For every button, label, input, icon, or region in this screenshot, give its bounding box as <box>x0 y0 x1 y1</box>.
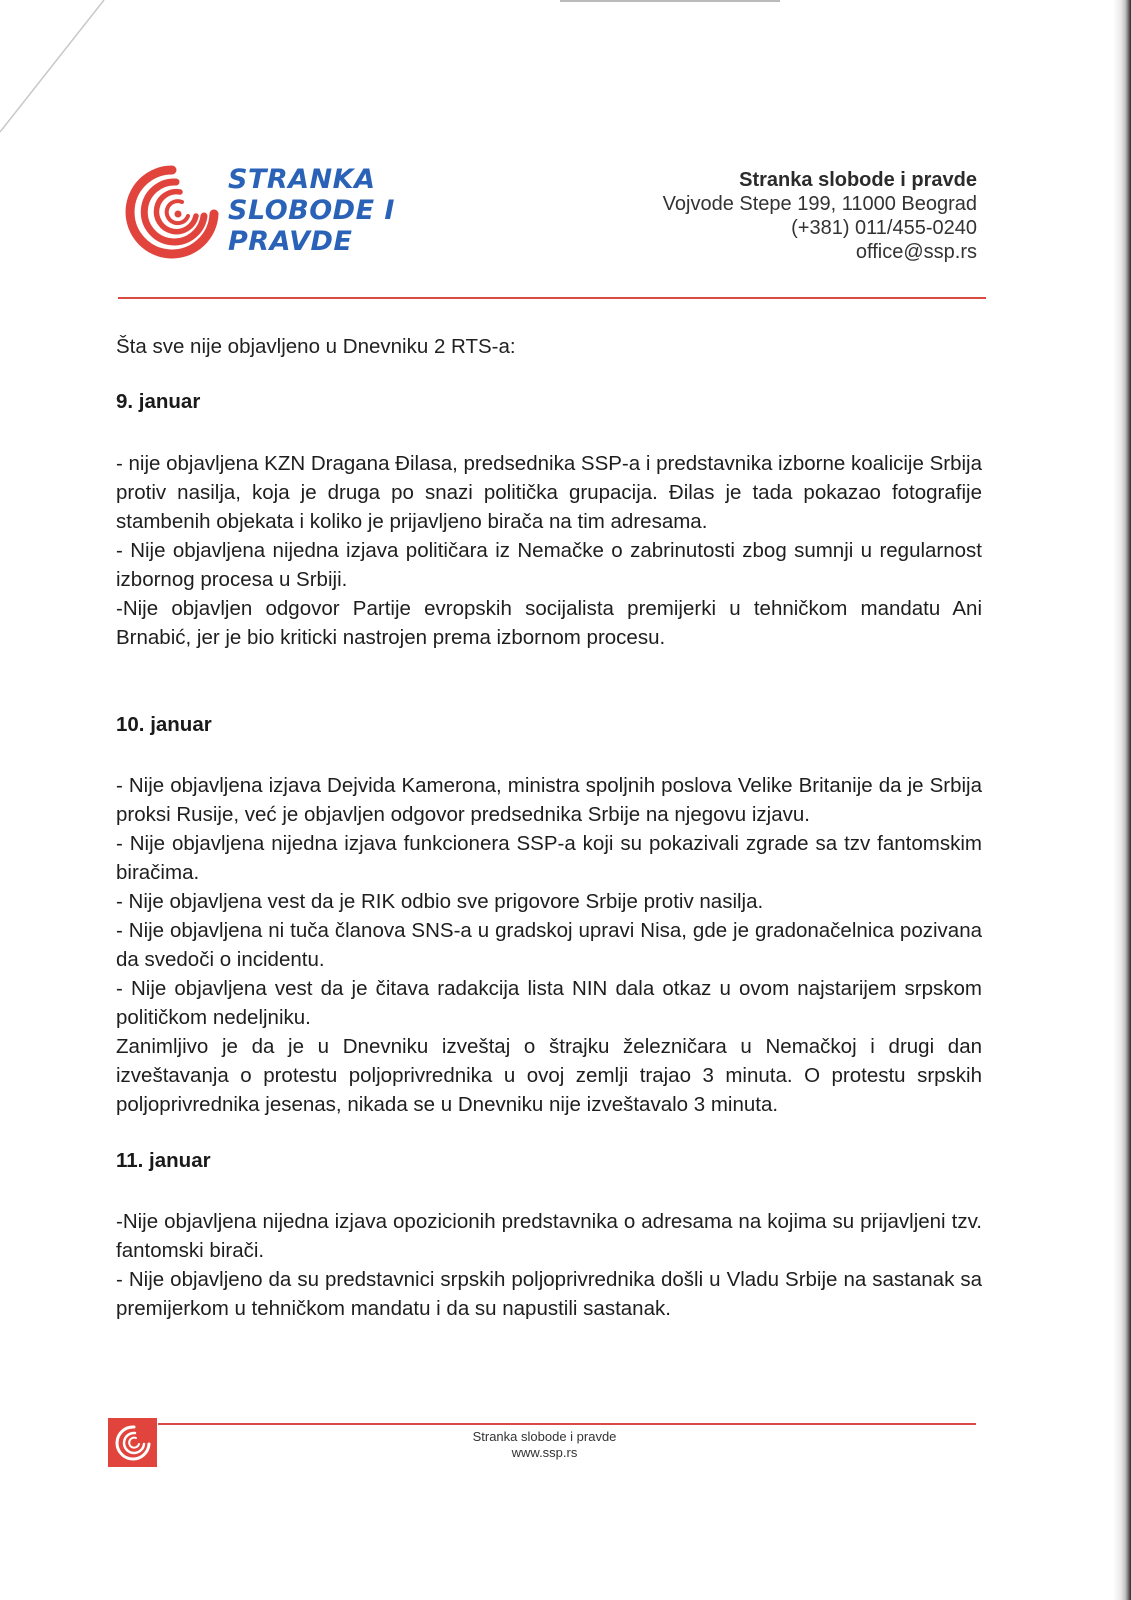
paragraph: -Nije objavljen odgovor Partije evropskih socijalista premijerki u tehničkom mandatu Ani Brnabić, jer je bio kriticki nastrojen prema izbornom procesu. <box>116 597 982 649</box>
scan-fold-mark <box>0 0 110 140</box>
section-body <box>116 771 982 1119</box>
logo-line-2: SLOBODE I <box>228 195 395 226</box>
party-logo <box>124 160 404 260</box>
paragraph: - Nije objavljena ni tuča članova SNS-a u gradskoj upravi Nisa, gde je gradonačelnica pozivana da svedoči o incidentu. <box>116 919 982 971</box>
section-date: 10. januar <box>116 713 212 736</box>
organization-address: Vojvode Stepe 199, 11000 Beograd <box>662 193 977 215</box>
organization-name: Stranka slobode i pravde <box>739 169 977 191</box>
paragraph: - Nije objavljeno da su predstavnici srpskih poljoprivrednika došli u Vladu Srbije na sastanak sa premijerkom u tehničkom mandatu i da su napustili sastanak. <box>116 1268 982 1320</box>
paragraph: - Nije objavljena nijedna izjava političara iz Nemačke o zabrinutosti zbog sumnji u regularnost izbornog procesa u Srbiji. <box>116 539 982 591</box>
swirl-logo-icon <box>124 164 220 260</box>
section-date: 9. januar <box>116 390 201 413</box>
paragraph: - Nije objavljena izjava Dejvida Kamerona, ministra spoljnih poslova Velike Britanije da je Srbija proksi Rusije, već je objavljen odgovor predsednika Srbije na njegovu izjavu. <box>116 774 982 826</box>
paragraph: -Nije objavljena nijedna izjava opozicionih predstavnika o adresama na kojima su prijavljeni tzv. fantomski birači. <box>116 1210 982 1262</box>
organization-email: office@ssp.rs <box>855 241 977 263</box>
organization-contact <box>663 168 977 264</box>
section-date: 11. januar <box>116 1149 211 1172</box>
party-logo-text <box>228 164 395 257</box>
document-body <box>116 332 982 1323</box>
footer-swirl-icon <box>108 1418 157 1467</box>
paragraph: - nije objavljena KZN Dragana Đilasa, predsednika SSP-a i predstavnika izborne koalicije Srbija protiv nasilja, koja je druga po snazi politička grupacija. Đilas je tada pokazao fotografije stambenih objekata i koliko je prijavljeno birača na tim adresama. <box>116 452 982 533</box>
logo-line-1: STRANKA <box>228 164 376 195</box>
scan-top-mark <box>560 0 780 2</box>
paragraph: - Nije objavljena vest da je RIK odbio sve prigovore Srbije protiv nasilja. <box>116 890 764 913</box>
scan-page-edge <box>1113 0 1131 1600</box>
footer-name: Stranka slobode i pravde <box>472 1429 617 1444</box>
section-body <box>116 1207 982 1323</box>
footer-logo <box>108 1418 157 1467</box>
footer-divider <box>158 1423 976 1425</box>
organization-phone: (+381) 011/455-0240 <box>791 217 977 239</box>
paragraph: - Nije objavljena nijedna izjava funkcionera SSP-a koji su pokazivali zgrade sa tzv fantomskim biračima. <box>116 832 982 884</box>
header-divider <box>118 297 986 299</box>
footer-website: www.ssp.rs <box>511 1445 578 1460</box>
paragraph: Zanimljivo je da je u Dnevniku izveštaj o štrajku železničara u Nemačkoj i drugi dan izveštavanja o protestu poljoprivrednika u ovoj zemlji trajao 3 minuta. O protestu srpskih poljoprivrednika jesenas, nikada se u Dnevniku nije izveštavalo 3 minuta. <box>116 1035 982 1116</box>
intro-text: Šta sve nije objavljeno u Dnevniku 2 RTS-a: <box>116 335 516 358</box>
section-body <box>116 449 982 652</box>
paragraph: - Nije objavljena vest da je čitava radakcija lista NIN dala otkaz u ovom najstarijem srpskom političkom nedeljniku. <box>116 977 982 1029</box>
logo-line-3: PRAVDE <box>228 226 353 257</box>
footer-info <box>457 1429 632 1461</box>
